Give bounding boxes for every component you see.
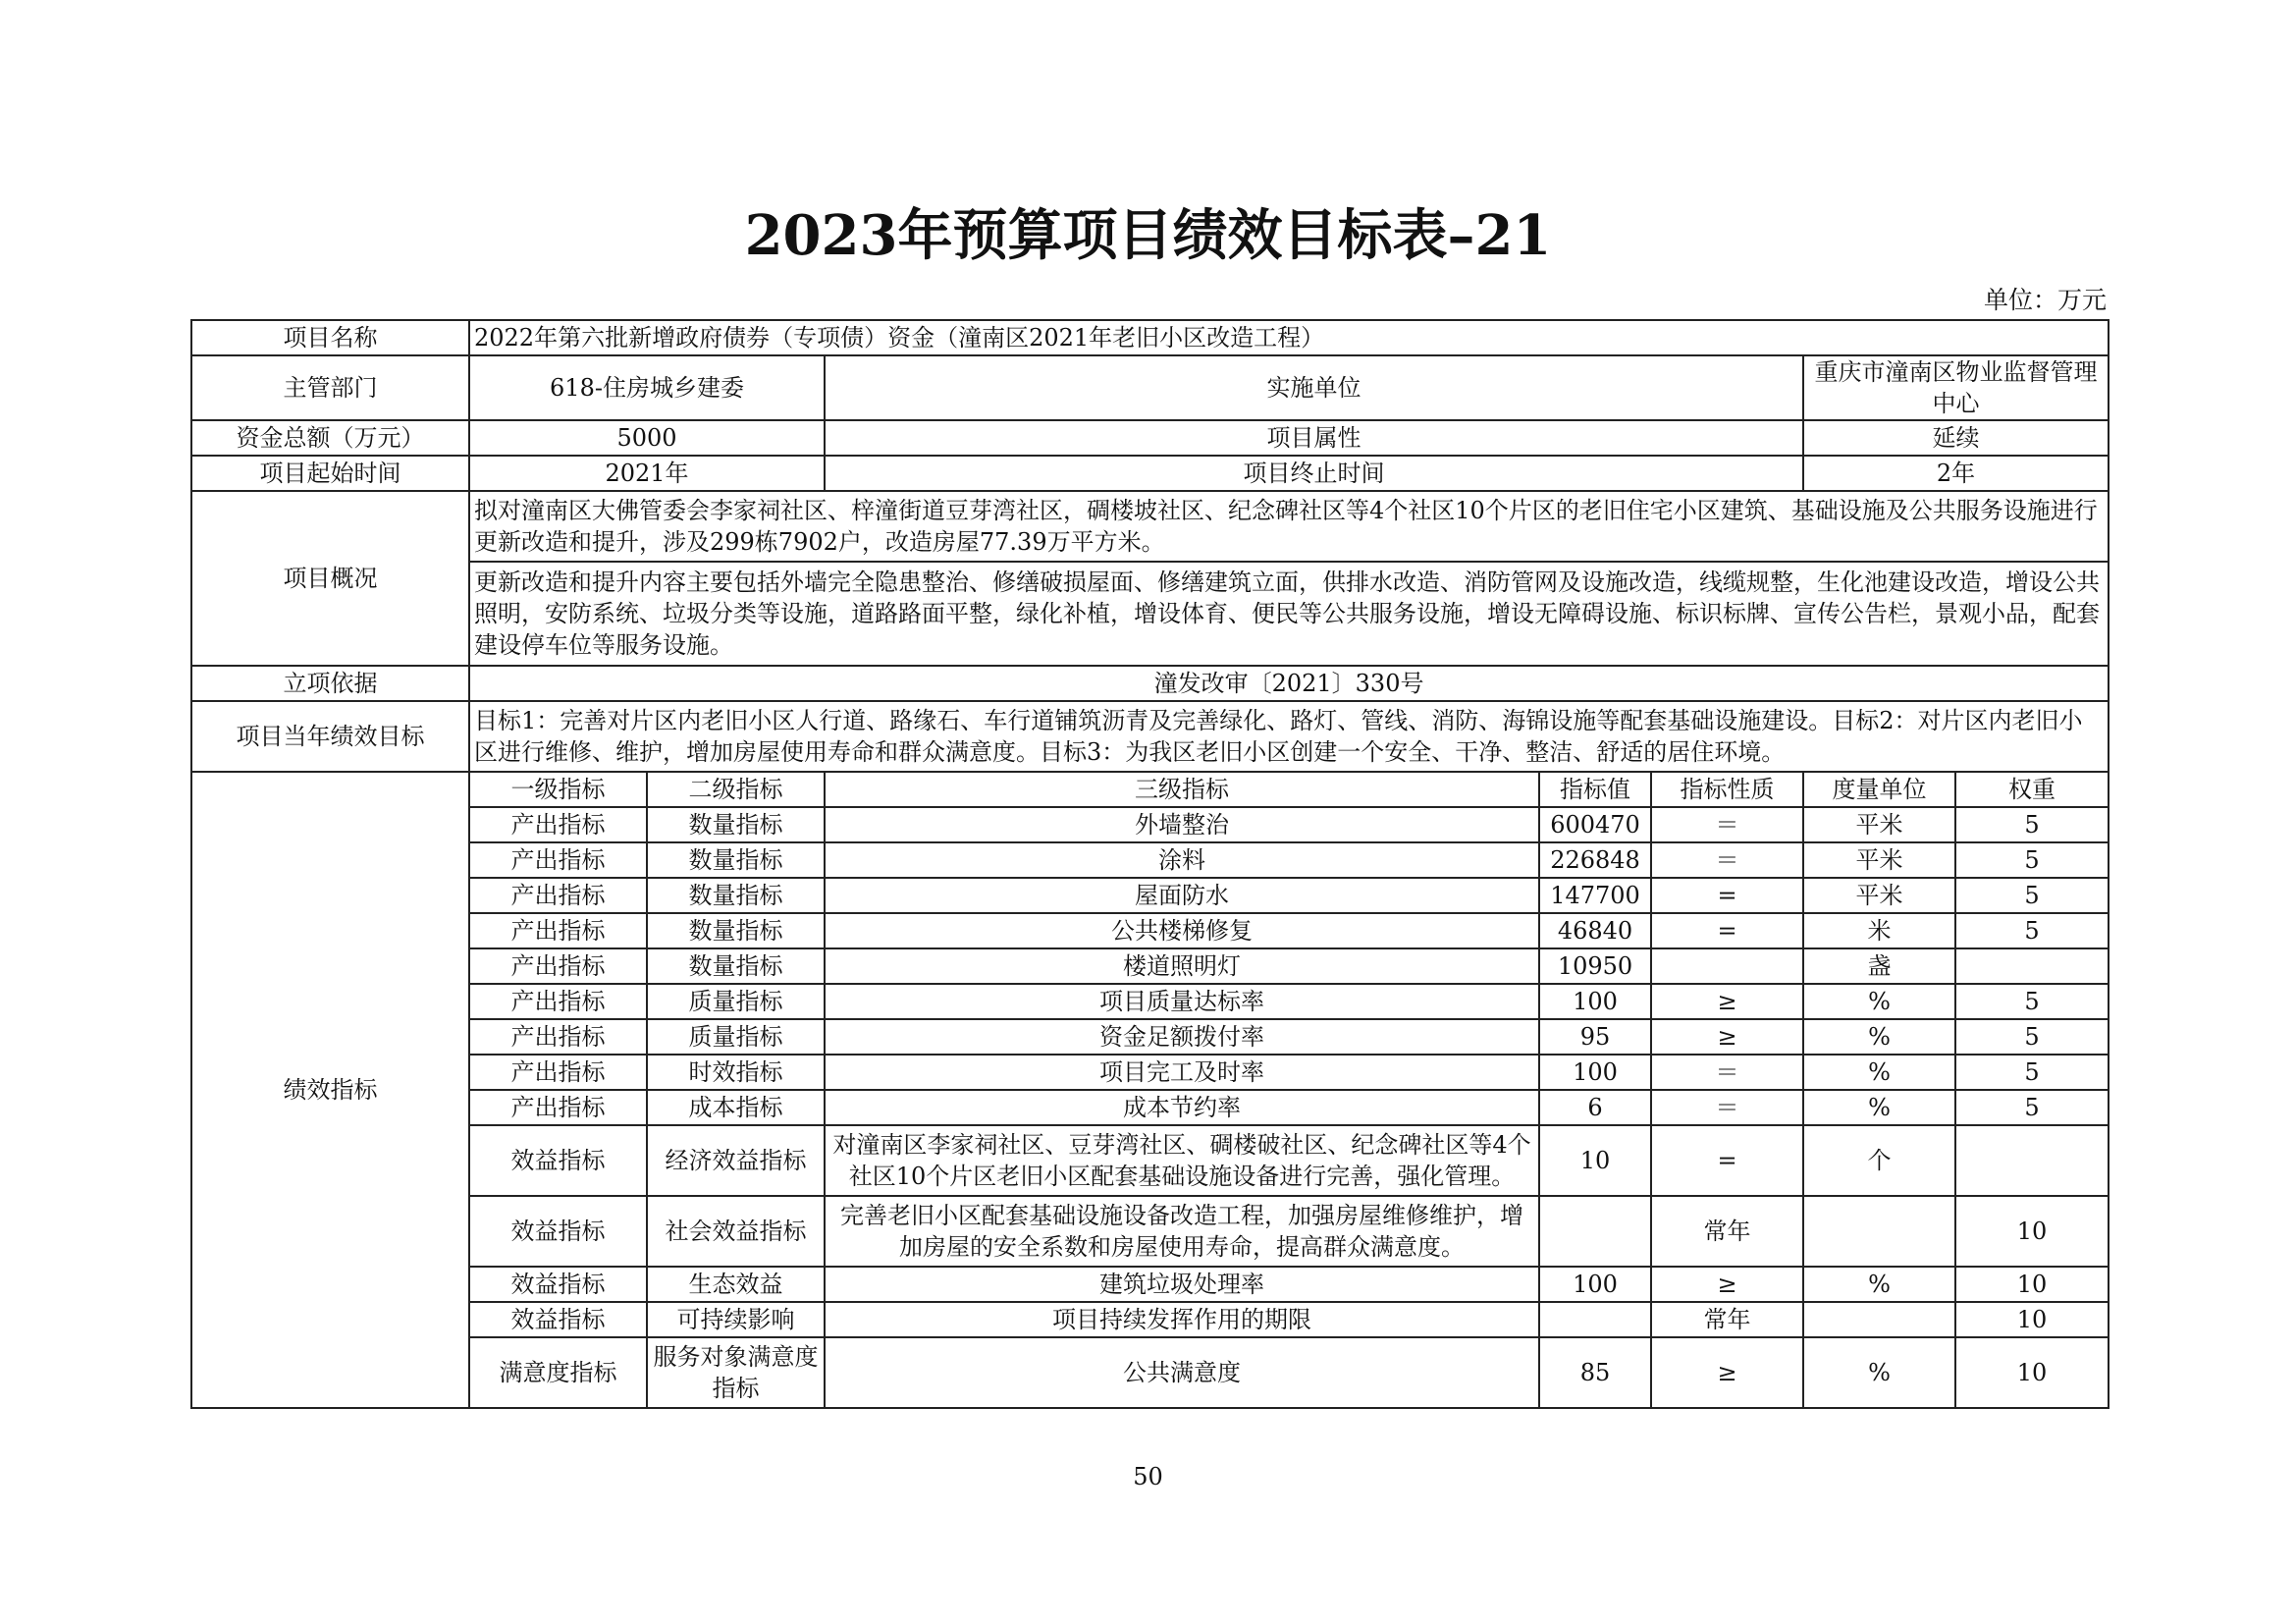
indicator-cell-level3: 完善老旧小区配套基础设施设备改造工程，加强房屋维修维护，增加房屋的安全系数和房屋使用寿命，提高群众满意度。 (825, 1196, 1539, 1267)
total-funds-value: 5000 (469, 420, 825, 456)
project-attr-label: 项目属性 (825, 420, 1803, 456)
indicator-cell-nature: ＝ (1651, 1055, 1803, 1090)
indicator-cell-level1: 产出指标 (469, 948, 647, 984)
indicator-cell-level3: 建筑垃圾处理率 (825, 1267, 1539, 1302)
indicator-cell-level2: 时效指标 (647, 1055, 825, 1090)
indicator-cell-weight: 5 (1955, 984, 2109, 1019)
indicator-cell-value: 100 (1539, 984, 1651, 1019)
end-time-label: 项目终止时间 (825, 456, 1803, 491)
indicator-cell-level1: 效益指标 (469, 1302, 647, 1337)
performance-table (190, 319, 2109, 1409)
indicator-cell-nature: = (1651, 913, 1803, 948)
indicator-cell-unit: % (1803, 984, 1955, 1019)
indicator-cell-nature: = (1651, 1125, 1803, 1196)
indicator-cell-level1: 效益指标 (469, 1267, 647, 1302)
end-time-value: 2年 (1803, 456, 2109, 491)
indicator-cell-unit: 米 (1803, 913, 1955, 948)
indicator-cell-value: 147700 (1539, 878, 1651, 913)
indicator-cell-weight: 5 (1955, 1055, 2109, 1090)
indicator-cell-level1: 产出指标 (469, 913, 647, 948)
indicator-row (191, 1196, 2109, 1267)
indicator-cell-nature: = (1651, 878, 1803, 913)
indicator-cell-nature (1651, 948, 1803, 984)
indicator-row (191, 1337, 2109, 1408)
indicator-cell-nature: ≥ (1651, 1267, 1803, 1302)
indicator-cell-value: 95 (1539, 1019, 1651, 1055)
start-time-value: 2021年 (469, 456, 825, 491)
indicator-cell-level2: 服务对象满意度指标 (647, 1337, 825, 1408)
indicator-cell-nature: ＝ (1651, 842, 1803, 878)
indicator-cell-unit: % (1803, 1019, 1955, 1055)
indicator-header-value: 指标值 (1539, 772, 1651, 807)
indicator-cell-level3: 资金足额拨付率 (825, 1019, 1539, 1055)
indicator-header-unit: 度量单位 (1803, 772, 1955, 807)
indicator-cell-level1: 效益指标 (469, 1196, 647, 1267)
indicator-cell-weight: 5 (1955, 878, 2109, 913)
indicator-cell-level3: 成本节约率 (825, 1090, 1539, 1125)
indicator-cell-level2: 经济效益指标 (647, 1125, 825, 1196)
dept-label: 主管部门 (191, 355, 469, 420)
indicator-cell-value: 600470 (1539, 807, 1651, 842)
indicator-cell-level3: 屋面防水 (825, 878, 1539, 913)
basis-value: 潼发改审〔2021〕330号 (469, 666, 2109, 701)
indicator-cell-value: 226848 (1539, 842, 1651, 878)
indicator-cell-unit: 平米 (1803, 878, 1955, 913)
project-attr-value: 延续 (1803, 420, 2109, 456)
indicator-cell-unit: 个 (1803, 1125, 1955, 1196)
indicator-row (191, 1019, 2109, 1055)
overview-text-1: 拟对潼南区大佛管委会李家祠社区、梓潼街道豆芽湾社区，碉楼坡社区、纪念碑社区等4个社区10个片区的老旧住宅小区建筑、基础设施及公共服务设施进行更新改造和提升，涉及299栋7902户，改造房屋77.39万平方米。 (469, 491, 2109, 562)
indicator-cell-weight: 5 (1955, 807, 2109, 842)
annual-goal-label: 项目当年绩效目标 (191, 701, 469, 772)
indicator-cell-level2: 数量指标 (647, 878, 825, 913)
indicator-cell-level2: 质量指标 (647, 1019, 825, 1055)
indicator-row (191, 1302, 2109, 1337)
indicator-row (191, 1125, 2109, 1196)
indicator-header-level1: 一级指标 (469, 772, 647, 807)
indicator-cell-weight (1955, 948, 2109, 984)
indicator-cell-value (1539, 1196, 1651, 1267)
indicator-cell-unit (1803, 1302, 1955, 1337)
indicator-cell-level3: 项目完工及时率 (825, 1055, 1539, 1090)
indicator-cell-value: 10 (1539, 1125, 1651, 1196)
indicator-cell-level1: 效益指标 (469, 1125, 647, 1196)
indicator-cell-level1: 产出指标 (469, 1090, 647, 1125)
page-title: 2023年预算项目绩效目标表–21 (744, 203, 1552, 268)
indicator-cell-level2: 数量指标 (647, 948, 825, 984)
indicator-cell-nature: ＝ (1651, 807, 1803, 842)
indicator-cell-level2: 生态效益 (647, 1267, 825, 1302)
indicator-cell-nature: 常年 (1651, 1302, 1803, 1337)
indicator-header-row (191, 772, 2109, 807)
annual-goal-text: 目标1：完善对片区内老旧小区人行道、路缘石、车行道铺筑沥青及完善绿化、路灯、管线、消防、海锦设施等配套基础设施建设。目标2：对片区内老旧小区进行维修、维护，增加房屋使用寿命和群众满意度。目标3：为我区老旧小区创建一个安全、干净、整洁、舒适的居住环境。 (469, 701, 2109, 772)
indicator-cell-value: 100 (1539, 1267, 1651, 1302)
total-funds-label: 资金总额（万元） (191, 420, 469, 456)
indicator-cell-unit: 平米 (1803, 807, 1955, 842)
project-name-value: 2022年第六批新增政府债券（专项债）资金（潼南区2021年老旧小区改造工程） (469, 320, 2109, 355)
indicator-cell-unit: 平米 (1803, 842, 1955, 878)
indicator-cell-level3: 对潼南区李家祠社区、豆芽湾社区、碉楼破社区、纪念碑社区等4个社区10个片区老旧小区配套基础设施设备进行完善，强化管理。 (825, 1125, 1539, 1196)
indicator-header-weight: 权重 (1955, 772, 2109, 807)
indicator-cell-level1: 产出指标 (469, 1019, 647, 1055)
indicator-cell-level3: 公共满意度 (825, 1337, 1539, 1408)
indicator-cell-level2: 社会效益指标 (647, 1196, 825, 1267)
indicator-cell-value (1539, 1302, 1651, 1337)
overview-label: 项目概况 (191, 491, 469, 666)
indicator-cell-level2: 数量指标 (647, 807, 825, 842)
indicator-cell-level1: 产出指标 (469, 842, 647, 878)
impl-unit-label: 实施单位 (825, 355, 1803, 420)
basis-label: 立项依据 (191, 666, 469, 701)
indicator-header-nature: 指标性质 (1651, 772, 1803, 807)
indicator-cell-level3: 涂料 (825, 842, 1539, 878)
indicator-cell-value: 6 (1539, 1090, 1651, 1125)
indicator-cell-weight (1955, 1125, 2109, 1196)
indicator-cell-nature: ＝ (1651, 1090, 1803, 1125)
indicator-cell-nature: ≥ (1651, 1019, 1803, 1055)
indicator-cell-nature: ≥ (1651, 1337, 1803, 1408)
indicators-label: 绩效指标 (191, 772, 469, 1408)
indicator-cell-nature: 常年 (1651, 1196, 1803, 1267)
indicator-cell-level1: 产出指标 (469, 1055, 647, 1090)
indicator-row (191, 842, 2109, 878)
indicator-cell-unit: 盏 (1803, 948, 1955, 984)
indicator-cell-unit: % (1803, 1055, 1955, 1090)
indicator-cell-unit (1803, 1196, 1955, 1267)
indicator-cell-weight: 5 (1955, 1090, 2109, 1125)
indicator-row (191, 1267, 2109, 1302)
indicator-cell-unit: % (1803, 1337, 1955, 1408)
indicator-cell-weight: 5 (1955, 1019, 2109, 1055)
indicator-cell-nature: ≥ (1651, 984, 1803, 1019)
unit-label: 单位：万元 (1983, 286, 2107, 314)
indicator-cell-level1: 产出指标 (469, 878, 647, 913)
project-name-label: 项目名称 (191, 320, 469, 355)
indicator-cell-weight: 10 (1955, 1196, 2109, 1267)
indicator-cell-level2: 可持续影响 (647, 1302, 825, 1337)
indicator-header-level2: 二级指标 (647, 772, 825, 807)
indicator-cell-value: 100 (1539, 1055, 1651, 1090)
indicator-cell-level1: 产出指标 (469, 984, 647, 1019)
indicator-row (191, 807, 2109, 842)
indicator-cell-value: 85 (1539, 1337, 1651, 1408)
indicator-cell-level3: 楼道照明灯 (825, 948, 1539, 984)
indicator-row (191, 948, 2109, 984)
indicator-cell-level3: 项目持续发挥作用的期限 (825, 1302, 1539, 1337)
indicator-cell-level2: 数量指标 (647, 842, 825, 878)
indicator-cell-value: 46840 (1539, 913, 1651, 948)
indicator-row (191, 1090, 2109, 1125)
indicator-cell-level2: 数量指标 (647, 913, 825, 948)
overview-text-2: 更新改造和提升内容主要包括外墙完全隐患整治、修缮破损屋面、修缮建筑立面，供排水改造、消防管网及设施改造，线缆规整，生化池建设改造，增设公共照明，安防系统、垃圾分类等设施，道路路面平整，绿化补植，增设体育、便民等公共服务设施，增设无障碍设施、标识标牌、宣传公告栏，景观小品，配套建设停车位等服务设施。 (469, 562, 2109, 666)
indicator-cell-weight: 5 (1955, 913, 2109, 948)
page-number: 50 (1133, 1463, 1163, 1490)
indicator-cell-level1: 产出指标 (469, 807, 647, 842)
indicator-row (191, 984, 2109, 1019)
indicator-cell-level3: 项目质量达标率 (825, 984, 1539, 1019)
impl-unit-value: 重庆市潼南区物业监督管理中心 (1803, 355, 2109, 420)
indicator-row (191, 878, 2109, 913)
indicator-cell-level3: 外墙整治 (825, 807, 1539, 842)
indicator-cell-level2: 质量指标 (647, 984, 825, 1019)
indicator-cell-weight: 10 (1955, 1302, 2109, 1337)
indicator-cell-level1: 满意度指标 (469, 1337, 647, 1408)
indicator-cell-value: 10950 (1539, 948, 1651, 984)
indicator-cell-unit: % (1803, 1267, 1955, 1302)
indicator-header-level3: 三级指标 (825, 772, 1539, 807)
indicator-row (191, 913, 2109, 948)
indicator-cell-weight: 10 (1955, 1337, 2109, 1408)
indicator-row (191, 1055, 2109, 1090)
indicator-cell-level2: 成本指标 (647, 1090, 825, 1125)
start-time-label: 项目起始时间 (191, 456, 469, 491)
indicator-cell-weight: 10 (1955, 1267, 2109, 1302)
indicator-cell-level3: 公共楼梯修复 (825, 913, 1539, 948)
dept-value: 618-住房城乡建委 (469, 355, 825, 420)
indicator-cell-unit: % (1803, 1090, 1955, 1125)
indicator-cell-weight: 5 (1955, 842, 2109, 878)
